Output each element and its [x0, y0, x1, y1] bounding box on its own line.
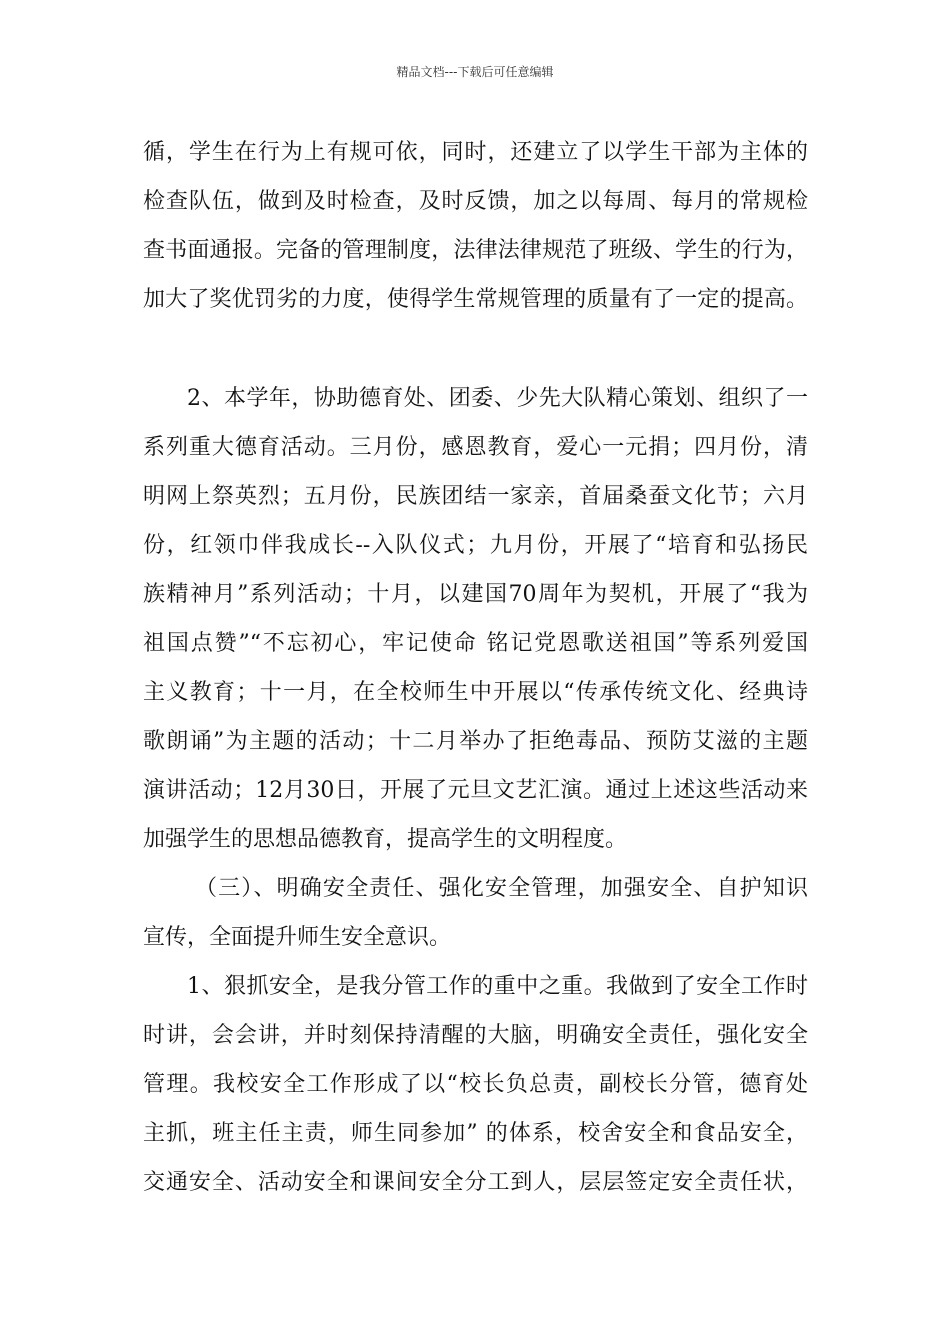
paragraph-1	[143, 128, 808, 324]
paragraph-2	[143, 374, 808, 864]
text-line: 主义教育；十一月，在全校师生中开展以“传承传统文化、经典诗	[143, 680, 808, 705]
text-line: 演讲活动；12月30日，开展了元旦文艺汇演。通过上述这些活动来	[143, 778, 808, 803]
text-line: 宣传，全面提升师生安全意识。	[143, 925, 452, 950]
text-line: 祖国点赞”“不忘初心，牢记使命 铭记党恩歌送祖国”等系列爱国	[143, 631, 808, 656]
text-line: （三）、明确安全责任、强化安全管理，加强安全、自护知识	[195, 876, 808, 901]
document-body	[143, 128, 808, 1207]
text-line: 族精神月”系列活动；十月，以建国70周年为契机，开展了“我为	[143, 582, 808, 607]
text-line: 加强学生的思想品德教育，提高学生的文明程度。	[143, 827, 628, 852]
text-line: 歌朗诵”为主题的活动；十二月举办了拒绝毒品、预防艾滋的主题	[143, 729, 808, 754]
text-line: 管理。我校安全工作形成了以“校长负总责，副校长分管，德育处	[143, 1072, 808, 1097]
paragraph-4	[143, 962, 808, 1207]
text-line: 2、本学年，协助德育处、团委、少先大队精心策划、组织了一	[187, 386, 808, 411]
paragraph-gap	[143, 324, 808, 374]
text-line: 交通安全、活动安全和课间安全分工到人，层层签定安全责任状，	[143, 1170, 808, 1195]
text-line: 份，红领巾伴我成长--入队仪式；九月份，开展了“培育和弘扬民	[143, 533, 808, 558]
paragraph-3	[143, 864, 808, 962]
text-line: 主抓，班主任主责，师生同参加” 的体系，校舍安全和食品安全，	[143, 1121, 808, 1146]
text-line: 循，学生在行为上有规可依，同时，还建立了以学生干部为主体的	[143, 140, 808, 165]
text-line: 系列重大德育活动。三月份，感恩教育，爱心一元捐；四月份，清	[143, 435, 808, 460]
text-line: 检查队伍，做到及时检查，及时反馈，加之以每周、每月的常规检	[143, 189, 808, 214]
page-header: 精品文档---下载后可任意编辑	[396, 65, 554, 79]
text-line: 明网上祭英烈；五月份，民族团结一家亲，首届桑蚕文化节；六月	[143, 484, 808, 509]
text-line: 加大了奖优罚劣的力度，使得学生常规管理的质量有了一定的提高。	[143, 287, 808, 312]
text-line: 1、狠抓安全，是我分管工作的重中之重。我做到了安全工作时	[187, 974, 808, 999]
text-line: 时讲，会会讲，并时刻保持清醒的大脑，明确安全责任，强化安全	[143, 1023, 808, 1048]
text-line: 查书面通报。完备的管理制度，法律法律规范了班级、学生的行为，	[143, 238, 808, 263]
